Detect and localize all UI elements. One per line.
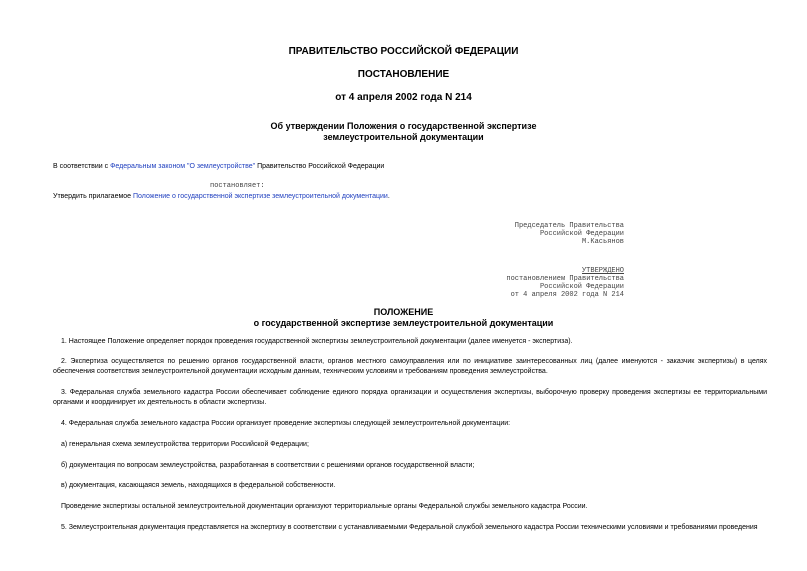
regulation-item-a: а) генеральная схема землеустройства территории Российской Федерации; xyxy=(61,441,309,448)
approve-text xyxy=(53,192,390,202)
approved-country-line: Российской Федерации xyxy=(539,283,624,291)
regulation-title: ПОЛОЖЕНИЕ xyxy=(373,307,434,317)
preamble-text xyxy=(53,162,384,172)
regulation-subtitle: о государственной экспертизе землеустроительной документации xyxy=(253,318,554,328)
government-heading: ПРАВИТЕЛЬСТВО РОССИЙСКОЙ ФЕДЕРАЦИИ xyxy=(288,46,519,57)
regulation-paragraph-territorial: Проведение экспертизы остальной землеустроительной документации организуют территориальные органы Федеральной службы земельного кадастра России. xyxy=(61,503,588,510)
document-type-heading: ПОСТАНОВЛЕНИЕ xyxy=(357,69,450,80)
law-link[interactable]: Федеральным законом "О землеустройстве" xyxy=(110,163,256,170)
signature-line-1: Председатель Правительства xyxy=(514,222,624,230)
signature-line-2: Российской Федерации xyxy=(539,230,624,238)
document-date: от 4 апреля 2002 года N 214 xyxy=(335,92,472,103)
regulation-paragraph-1: 1. Настоящее Положение определяет порядок проведения государственной экспертизы землеустроительной документации (далее именуется - экспертиза). xyxy=(61,338,573,345)
document-subject-line-2: землеустроительной документации xyxy=(323,132,484,142)
preamble-suffix: Правительство Российской Федерации xyxy=(255,163,385,170)
approved-by-line: постановлением Правительства xyxy=(506,275,624,283)
regulation-link[interactable]: Положение о государственной экспертизе землеустроительной документации xyxy=(133,193,388,200)
approve-suffix: . xyxy=(387,193,390,200)
decrees-word: постановляет: xyxy=(210,182,265,190)
regulation-paragraph-2: 2. Экспертиза осуществляется по решению органов государственной власти, органов местного самоуправления или по инициативе заинтересованных лиц (далее именуются - заказчик экспертизы) в целях обеспечения соответствия землеустроительной документации исходным данным, техническим условиям и требованиям проведения землеустройства. xyxy=(53,358,767,375)
regulation-paragraph-5: 5. Землеустроительная документация представляется на экспертизу в соответствии с устанавливаемыми Федеральной службой земельного кадастра России техническими условиями и требованиями проведения xyxy=(61,524,758,531)
signature-name: М.Касьянов xyxy=(581,238,624,246)
preamble-prefix: В соответствии с xyxy=(53,163,111,170)
regulation-item-c: в) документация, касающаяся земель, находящихся в федеральной собственности. xyxy=(61,482,336,489)
approved-label: УТВЕРЖДЕНО xyxy=(581,267,624,275)
approved-date-line: от 4 апреля 2002 года N 214 xyxy=(510,291,624,299)
regulation-paragraph-3: 3. Федеральная служба земельного кадастра России обеспечивает соблюдение единого порядка организации и осуществления экспертизы, выборочную проверку проведения экспертизы ее территориальными органами и координирует их деятельность в области экспертизы. xyxy=(53,389,767,406)
approve-prefix: Утвердить прилагаемое xyxy=(53,193,134,200)
regulation-item-b: б) документация по вопросам землеустройства, разработанная в соответствии с решениями органов государственной власти; xyxy=(61,462,475,469)
regulation-paragraph-4: 4. Федеральная служба земельного кадастра России организует проведение экспертизы следующей землеустроительной документации: xyxy=(61,420,511,427)
document-subject-line-1: Об утверждении Положения о государственной экспертизе xyxy=(270,121,537,131)
